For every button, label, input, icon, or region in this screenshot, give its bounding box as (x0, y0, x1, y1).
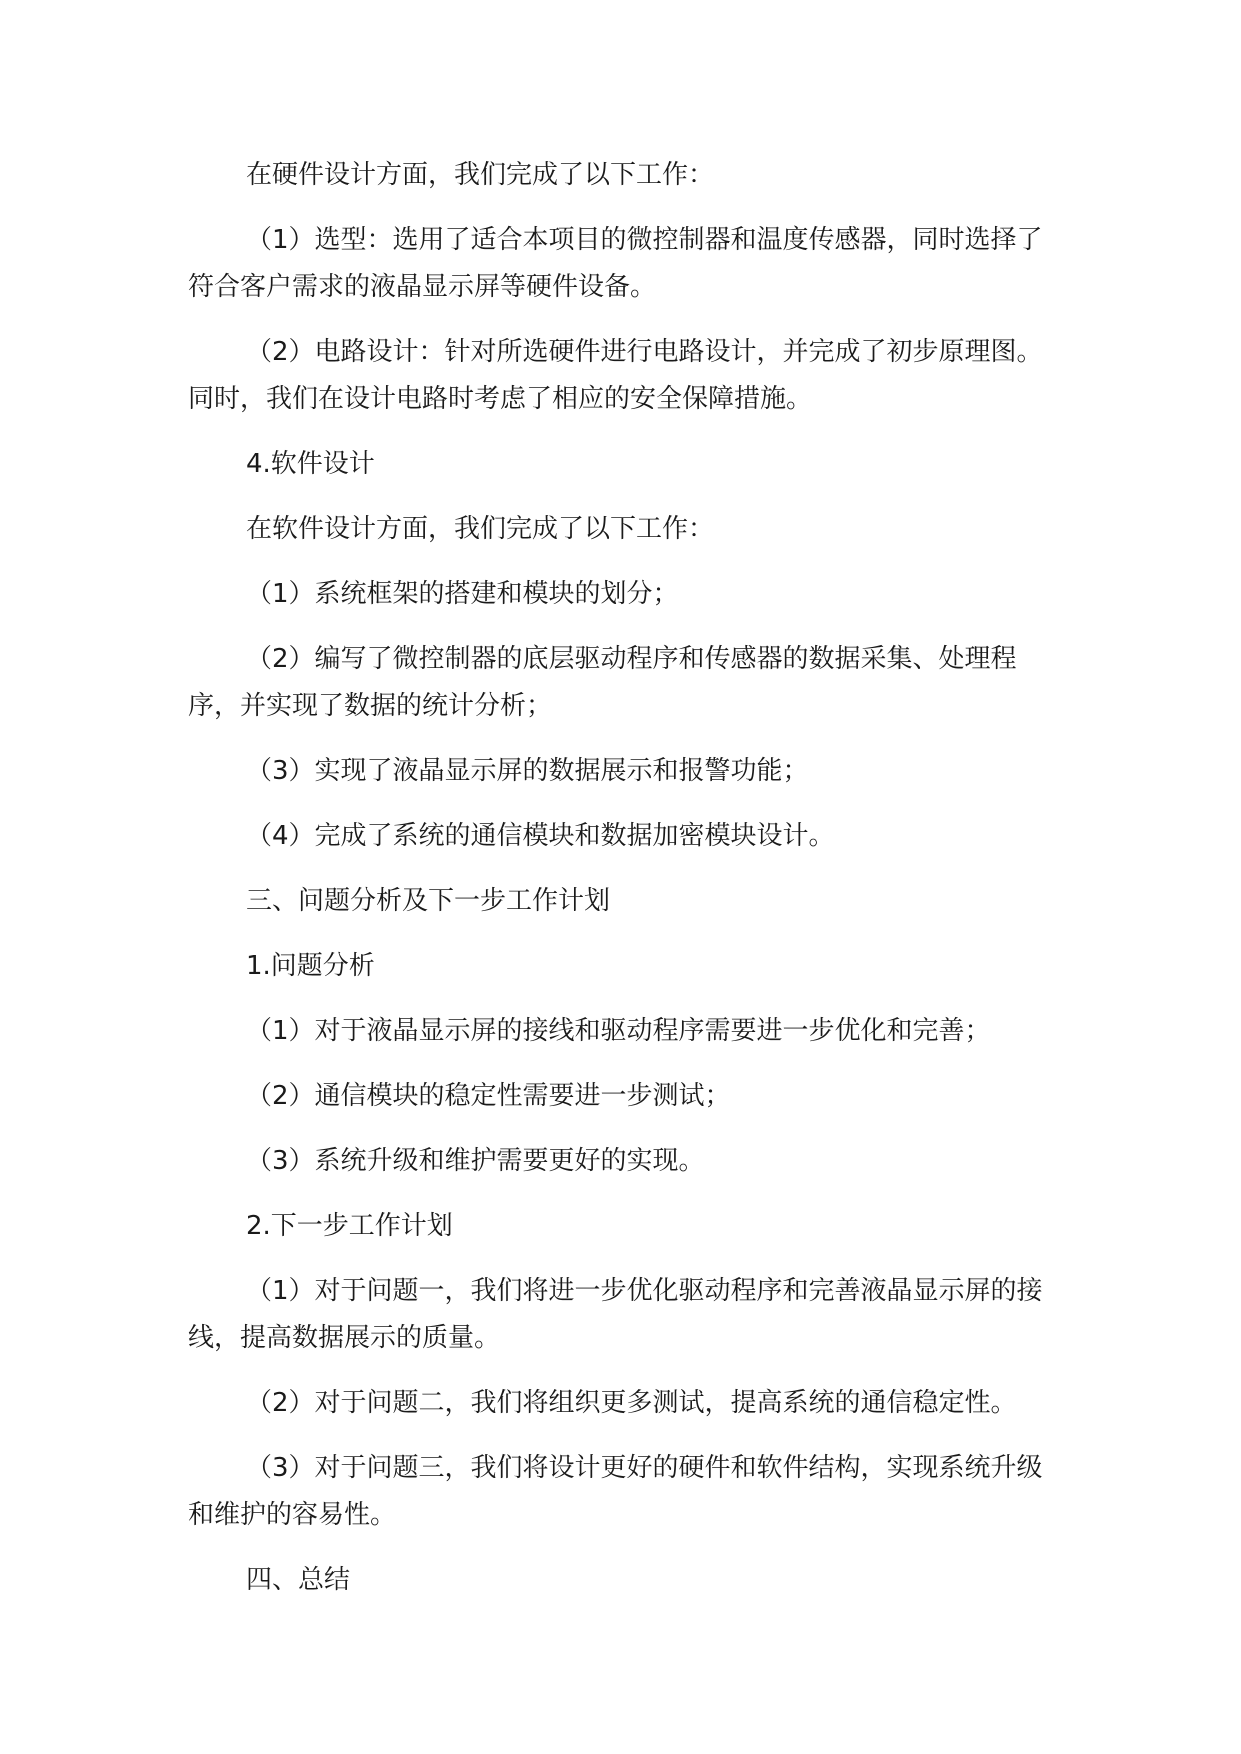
heading-next-plan: 2.下一步工作计划 (246, 1211, 453, 1241)
list-item-plan-3: （3）对于问题三，我们将设计更好的硬件和软件结构，实现系统升级和维护的容易性。 (188, 1453, 1043, 1530)
paragraph-hardware-selection: （1）选型：选用了适合本项目的微控制器和温度传感器，同时选择了符合客户需求的液晶显示屏等硬件设备。 (188, 225, 1043, 302)
paragraph-hardware-intro: 在硬件设计方面，我们完成了以下工作： (246, 160, 715, 190)
list-item-problem-2: （2）通信模块的稳定性需要进一步测试； (246, 1081, 731, 1111)
list-item-software-2: （2）编写了微控制器的底层驱动程序和传感器的数据采集、处理程序，并实现了数据的统计分析； (188, 644, 1017, 721)
heading-problem-analysis: 1.问题分析 (246, 951, 375, 981)
document-body (188, 152, 1068, 1622)
list-item-software-4: （4）完成了系统的通信模块和数据加密模块设计。 (246, 821, 835, 851)
list-item-software-1: （1）系统框架的搭建和模块的划分； (246, 579, 679, 609)
list-item-problem-1: （1）对于液晶显示屏的接线和驱动程序需要进一步优化和完善； (246, 1016, 991, 1046)
paragraph-circuit-design: （2）电路设计：针对所选硬件进行电路设计，并完成了初步原理图。同时，我们在设计电路时考虑了相应的安全保障措施。 (188, 337, 1043, 414)
list-item-problem-3: （3）系统升级和维护需要更好的实现。 (246, 1146, 705, 1176)
list-item-plan-1: （1）对于问题一，我们将进一步优化驱动程序和完善液晶显示屏的接线，提高数据展示的质量。 (188, 1276, 1043, 1353)
heading-section-four: 四、总结 (246, 1565, 351, 1595)
heading-software-design: 4.软件设计 (246, 449, 375, 479)
list-item-software-3: （3）实现了液晶显示屏的数据展示和报警功能； (246, 756, 809, 786)
paragraph-software-intro: 在软件设计方面，我们完成了以下工作： (246, 514, 715, 544)
list-item-plan-2: （2）对于问题二，我们将组织更多测试，提高系统的通信稳定性。 (246, 1388, 1017, 1418)
heading-section-three: 三、问题分析及下一步工作计划 (246, 886, 611, 916)
